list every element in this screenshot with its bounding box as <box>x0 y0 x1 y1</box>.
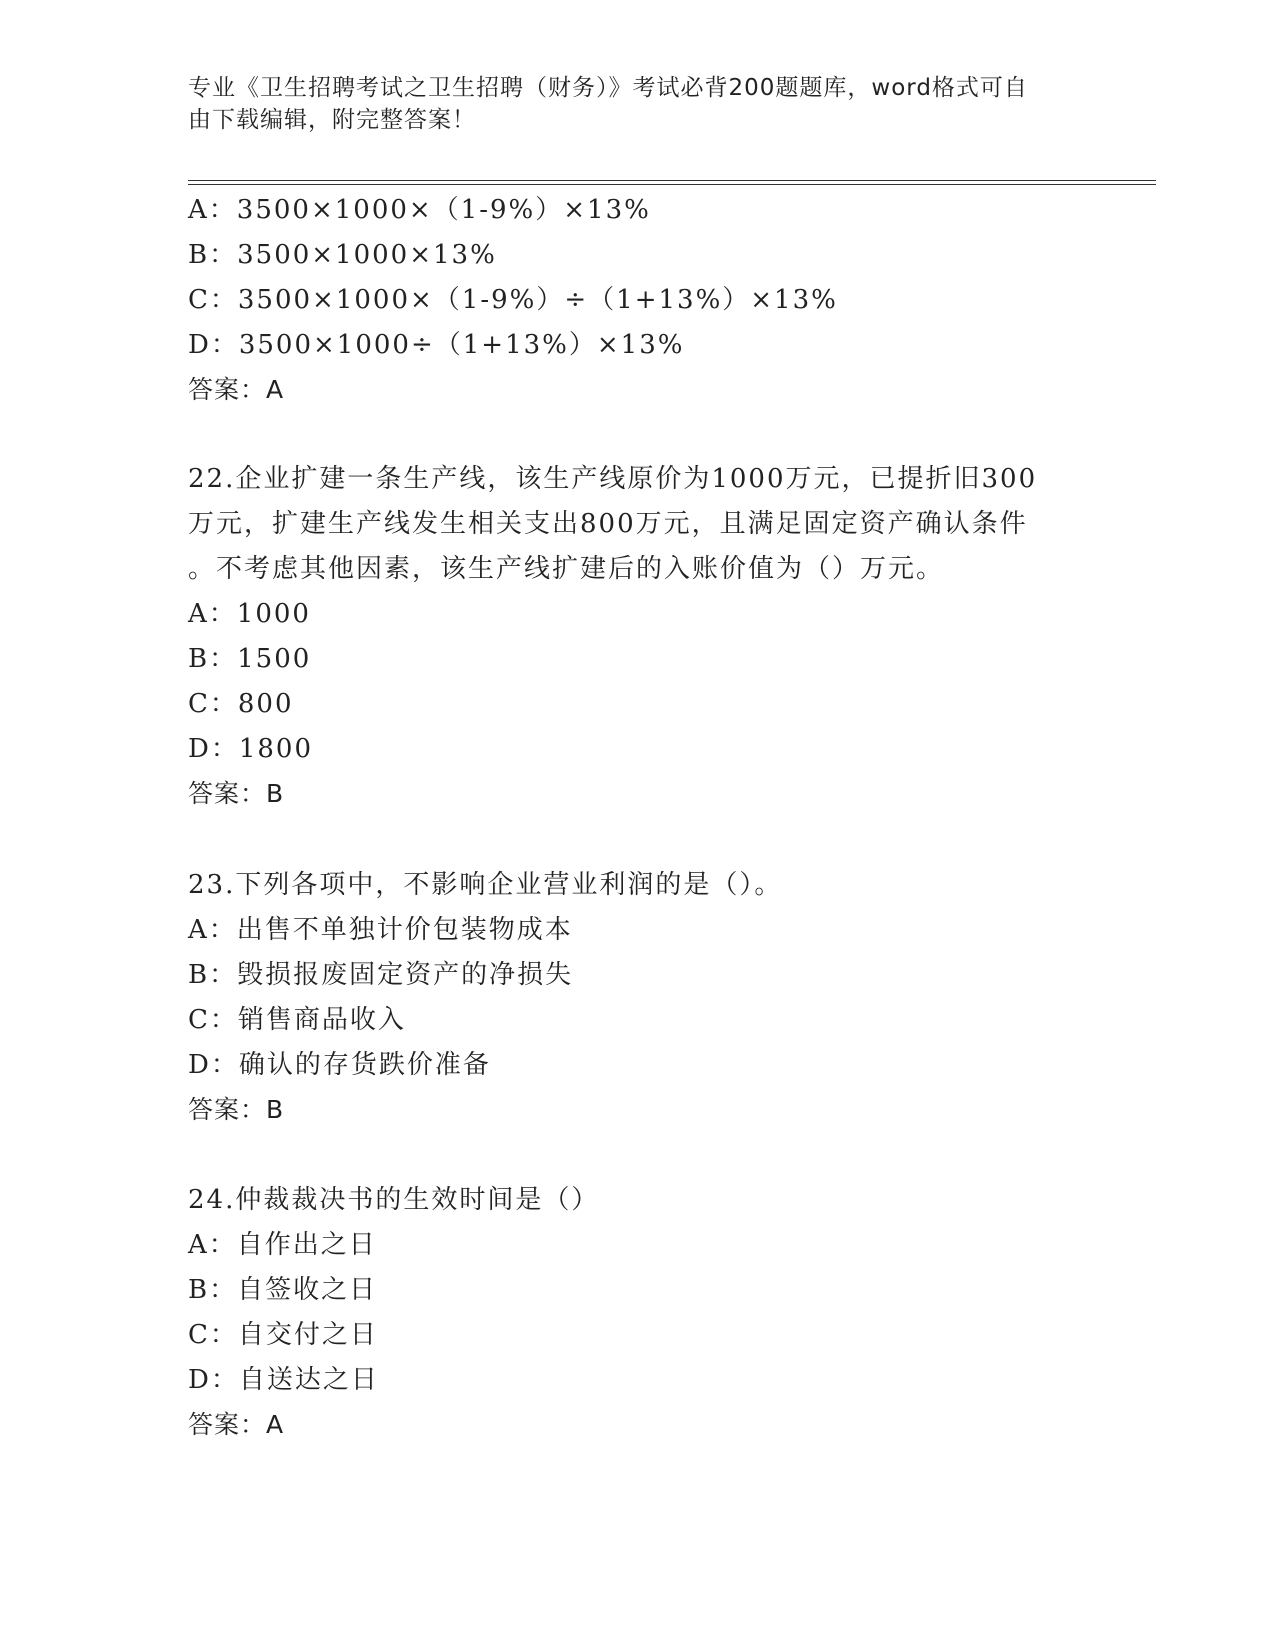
q23-option-c: C：销售商品收入 <box>188 1005 406 1035</box>
q22-option-c: C：800 <box>188 689 294 719</box>
q23-option-a: A：出售不单独计价包装物成本 <box>188 915 573 945</box>
q22-option-d: D：1800 <box>188 734 314 764</box>
q22-answer: 答案：B <box>188 779 285 808</box>
q22-option-b: B：1500 <box>188 644 312 674</box>
q24-option-c: C：自交付之日 <box>188 1320 378 1350</box>
q21-option-a: A：3500×1000×（1-9%）×13% <box>188 195 651 225</box>
q23-answer: 答案：B <box>188 1095 285 1124</box>
q24-option-d: D：自送达之日 <box>188 1365 379 1395</box>
q22-stem-line-2: 万元，扩建生产线发生相关支出800万元，且满足固定资产确认条件 <box>188 509 1028 539</box>
document-header <box>188 72 1068 136</box>
q22-stem-line-1: 22.企业扩建一条生产线，该生产线原价为1000万元，已提折旧300 <box>188 464 1038 494</box>
q24-stem: 24.仲裁裁决书的生效时间是（） <box>188 1185 600 1215</box>
header-line-1: 专业《卫生招聘考试之卫生招聘（财务）》考试必背200题题库，word格式可自 <box>188 75 1028 101</box>
q23-stem: 23.下列各项中，不影响企业营业利润的是（）。 <box>188 870 783 900</box>
header-divider-top <box>188 180 1156 181</box>
q23-option-d: D：确认的存货跌价准备 <box>188 1050 491 1080</box>
q21-option-b: B：3500×1000×13% <box>188 240 497 270</box>
q21-option-d: D：3500×1000÷（1+13%）×13% <box>188 330 685 360</box>
header-divider-bottom <box>188 184 1156 185</box>
q22-stem-line-3: 。不考虑其他因素，该生产线扩建后的入账价值为（）万元。 <box>188 554 945 584</box>
q24-answer: 答案：A <box>188 1410 285 1439</box>
q24-option-a: A：自作出之日 <box>188 1230 377 1260</box>
header-line-2: 由下载编辑，附完整答案！ <box>188 107 476 133</box>
q23-option-b: B：毁损报废固定资产的净损失 <box>188 960 574 990</box>
q22-option-a: A：1000 <box>188 599 311 629</box>
q21-option-c: C：3500×1000×（1-9%）÷（1+13%）×13% <box>188 285 838 315</box>
q24-option-b: B：自签收之日 <box>188 1275 378 1305</box>
q21-answer: 答案：A <box>188 375 285 404</box>
